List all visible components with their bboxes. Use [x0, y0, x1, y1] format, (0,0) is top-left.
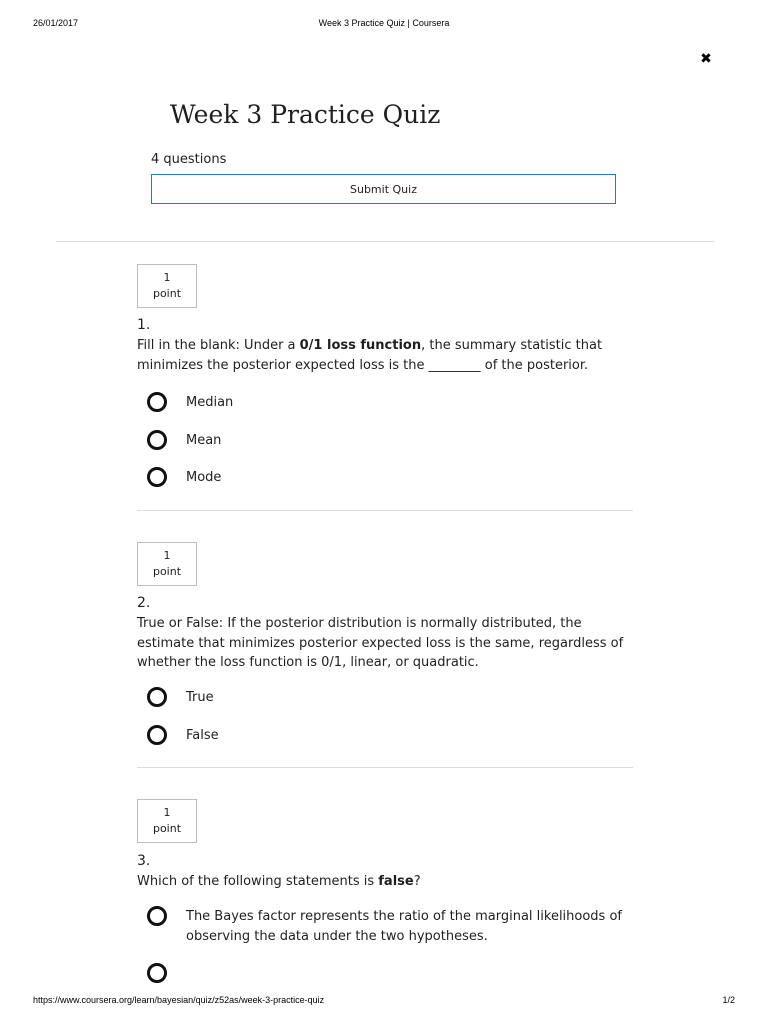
radio-button[interactable] — [147, 906, 167, 926]
option-label: True — [186, 690, 214, 705]
print-footer — [0, 995, 768, 1007]
answer-option-mode[interactable] — [147, 467, 627, 489]
option-label: The Bayes factor represents the ratio of the marginal likelihoods of observing the data under the two hypotheses. — [186, 909, 622, 944]
question-divider — [137, 767, 633, 768]
answer-option-false[interactable] — [147, 725, 627, 747]
option-label: False — [186, 728, 219, 743]
question-text-part: ? — [413, 874, 421, 889]
page-title: Week 3 Practice Quiz — [170, 100, 441, 129]
question-text-part: Which of the following statements is — [137, 874, 379, 889]
points-value: 1 — [163, 549, 171, 562]
option-label: Median — [186, 395, 234, 410]
question-number: 3. — [137, 853, 151, 869]
answer-option-true[interactable] — [147, 687, 627, 709]
radio-button[interactable] — [147, 725, 167, 745]
points-badge — [137, 542, 197, 586]
radio-button[interactable] — [147, 687, 167, 707]
question-number: 2. — [137, 595, 151, 611]
submit-quiz-button[interactable]: Submit Quiz — [151, 174, 616, 204]
question-text — [137, 872, 637, 892]
points-value: 1 — [163, 271, 171, 284]
answer-option-mean[interactable] — [147, 430, 627, 452]
radio-button[interactable] — [147, 963, 167, 983]
close-icon[interactable]: ✖ — [700, 51, 712, 67]
question-text-part: , the summary statistic that minimizes the posterior expected loss is the ________ of the posterior. — [137, 338, 603, 373]
radio-button[interactable] — [147, 467, 167, 487]
radio-button[interactable] — [147, 430, 167, 450]
question-text: True or False: If the posterior distribution is normally distributed, the estimate that minimizes posterior expected loss is the same, regardless of whether the loss function is 0/1, linear, or quadratic. — [137, 616, 624, 670]
option-label: Mode — [186, 470, 222, 485]
answer-option-bayes-factor[interactable] — [147, 906, 627, 946]
option-label: Mean — [186, 433, 222, 448]
question-divider — [137, 510, 633, 511]
answer-option-2[interactable] — [147, 963, 627, 985]
question-number: 1. — [137, 317, 151, 333]
points-badge — [137, 264, 197, 308]
points-value: 1 — [163, 806, 171, 819]
answer-option-median[interactable] — [147, 392, 627, 414]
header-divider — [56, 241, 714, 242]
print-header — [0, 18, 768, 30]
points-badge — [137, 799, 197, 843]
question-text-emphasis: 0/1 loss function — [299, 338, 422, 353]
question-text — [137, 336, 637, 375]
print-page-number: 1/2 — [722, 995, 735, 1005]
points-unit: point — [152, 287, 182, 300]
print-url: https://www.coursera.org/learn/bayesian/quiz/z52as/week-3-practice-quiz — [33, 995, 325, 1005]
points-unit: point — [152, 565, 182, 578]
points-unit: point — [152, 822, 182, 835]
radio-button[interactable] — [147, 392, 167, 412]
question-count: 4 questions — [151, 152, 227, 167]
question-text-emphasis: false — [378, 874, 414, 889]
question-text-part: Fill in the blank: Under a — [137, 338, 300, 353]
print-page-title: Week 3 Practice Quiz | Coursera — [318, 18, 450, 28]
print-date: 26/01/2017 — [33, 18, 79, 28]
